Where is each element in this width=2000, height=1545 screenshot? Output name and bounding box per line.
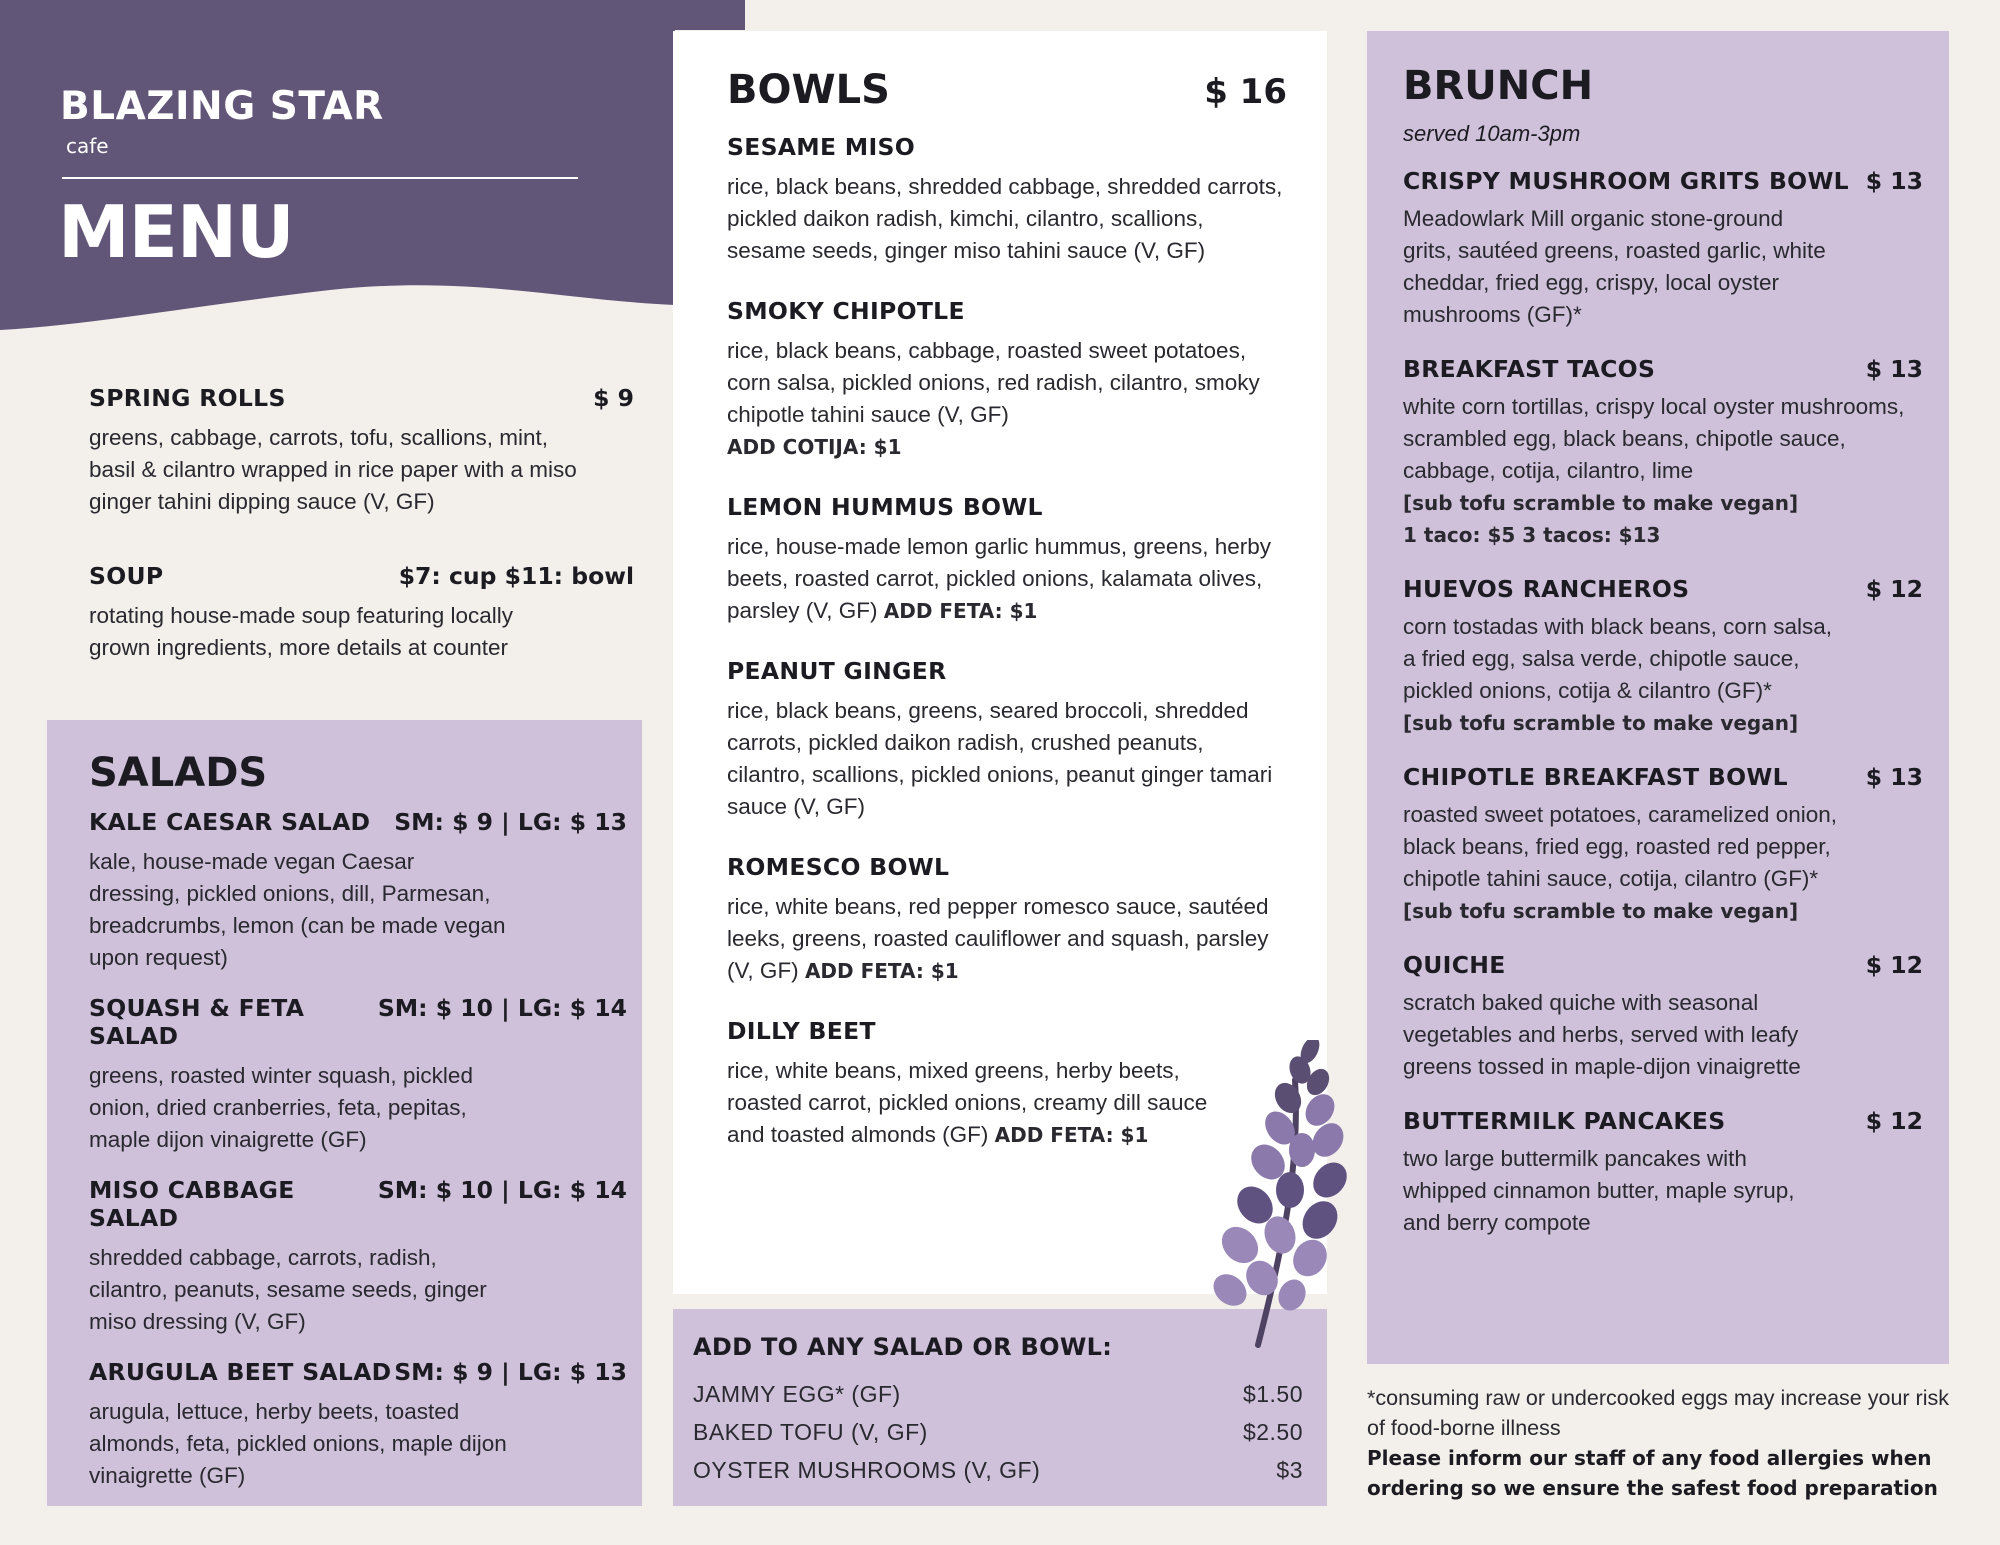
egg-disclaimer: *consuming raw or undercooked eggs may increase your risk of food-borne illness — [1367, 1386, 1949, 1440]
item-name: QUICHE — [1403, 951, 1506, 979]
menu-item-kale-caesar — [89, 808, 627, 974]
item-price: $ 12 — [1865, 575, 1923, 603]
vegan-note: [sub tofu scramble to make vegan] — [1403, 491, 1799, 515]
item-description — [1403, 611, 1833, 739]
item-name: BREAKFAST TACOS — [1403, 355, 1656, 383]
menu-item-smoky-chipotle — [727, 297, 1287, 463]
addon-row — [693, 1375, 1303, 1413]
item-description-text: white corn tortillas, crispy local oyster mushrooms, scrambled egg, black beans, chipotle sauce, cabbage, cotija, cilantro, lime — [1403, 394, 1905, 483]
menu-item-arugula-beet — [89, 1358, 627, 1492]
item-addon: ADD FETA: $1 — [804, 959, 959, 983]
menu-item-buttermilk-pancakes — [1403, 1107, 1923, 1239]
brand-subtitle: cafe — [66, 134, 109, 158]
item-description: kale, house-made vegan Caesar dressing, pickled onions, dill, Parmesan, breadcrumbs, lemon (can be made vegan upon request) — [89, 849, 506, 970]
page-title: MENU — [58, 190, 294, 274]
item-name: LEMON HUMMUS BOWL — [727, 493, 1043, 521]
vegan-note: [sub tofu scramble to make vegan] — [1403, 899, 1799, 923]
item-description — [1403, 799, 1843, 927]
item-price: $7: cup $11: bowl — [398, 562, 634, 590]
vegan-note: [sub tofu scramble to make vegan] — [1403, 711, 1799, 735]
item-name: MISO CABBAGE SALAD — [89, 1176, 295, 1232]
item-name: SPRING ROLLS — [89, 384, 286, 412]
item-description — [727, 335, 1287, 463]
item-description-text: rice, black beans, shredded cabbage, shredded carrots, pickled daikon radish, kimchi, cilantro, scallions, sesame seeds, ginger miso tahini sauce (V, GF) — [727, 174, 1283, 263]
item-description — [727, 171, 1287, 267]
menu-item-breakfast-tacos — [1403, 355, 1923, 551]
menu-item-chipotle-breakfast-bowl — [1403, 763, 1923, 927]
menu-item-quiche — [1403, 951, 1923, 1083]
item-description: greens, roasted winter squash, pickled onion, dried cranberries, feta, pepitas, maple dijon vinaigrette (GF) — [89, 1063, 473, 1152]
brand-name: BLAZING STAR — [60, 84, 384, 129]
item-price: $ 13 — [1865, 355, 1923, 383]
item-description-text: rice, black beans, cabbage, roasted sweet potatoes, corn salsa, pickled onions, red radish, cilantro, smoky chipotle tahini sauce (V, GF) — [727, 338, 1260, 427]
addon-price: $1.50 — [1242, 1381, 1303, 1407]
menu-item-squash-feta — [89, 994, 627, 1156]
item-price: $ 13 — [1865, 167, 1923, 195]
item-description — [727, 1055, 1227, 1151]
item-price: SM: $ 9 | LG: $ 13 — [394, 1358, 627, 1386]
addon-name: JAMMY EGG* (GF) — [693, 1381, 901, 1407]
item-addon: ADD FETA: $1 — [994, 1123, 1149, 1147]
addon-name: OYSTER MUSHROOMS (V, GF) — [693, 1457, 1041, 1483]
item-description — [727, 891, 1287, 987]
item-description — [727, 695, 1287, 823]
bowls-heading: BOWLS — [727, 67, 890, 113]
item-price: SM: $ 9 | LG: $ 13 — [394, 808, 627, 836]
menu-item-spring-rolls — [89, 384, 634, 518]
salads-section — [47, 720, 642, 1506]
item-description: two large buttermilk pancakes with whipped cinnamon butter, maple syrup, and berry compote — [1403, 1146, 1795, 1235]
menu-item-lemon-hummus — [727, 493, 1287, 627]
item-addon: ADD FETA: $1 — [883, 599, 1038, 623]
brunch-heading: BRUNCH — [1403, 63, 1594, 109]
item-price: SM: $ 10 | LG: $ 14 — [377, 994, 627, 1022]
item-price: SM: $ 10 | LG: $ 14 — [377, 1176, 627, 1204]
item-name: SESAME MISO — [727, 133, 916, 161]
item-price: $ 12 — [1865, 951, 1923, 979]
allergy-warning: Please inform our staff of any food allergies when ordering so we ensure the safest food preparation — [1367, 1446, 1938, 1500]
addons-title: ADD TO ANY SALAD OR BOWL: — [693, 1333, 1113, 1361]
item-price: $ 13 — [1865, 763, 1923, 791]
item-description: arugula, lettuce, herby beets, toasted almonds, feta, pickled onions, maple dijon vinaigrette (GF) — [89, 1399, 507, 1488]
item-name: SOUP — [89, 562, 164, 590]
starters-section — [89, 384, 634, 708]
item-price: $ 12 — [1865, 1107, 1923, 1135]
item-name: SQUASH & FETA SALAD — [89, 994, 305, 1050]
item-description: Meadowlark Mill organic stone-ground grits, sautéed greens, roasted garlic, white cheddar, fried egg, crispy, local oyster mushrooms (GF)* — [1403, 206, 1826, 327]
taco-pricing: 1 taco: $5 3 tacos: $13 — [1403, 523, 1661, 547]
header-background — [0, 0, 745, 335]
menu-item-romesco — [727, 853, 1287, 987]
item-description-text: roasted sweet potatoes, caramelized onion, black beans, fried egg, roasted red pepper, chipotle tahini sauce, cotija, cilantro (GF)* — [1403, 802, 1838, 891]
item-price: $ 9 — [593, 384, 634, 412]
menu-item-sesame-miso — [727, 133, 1287, 267]
item-description: rotating house-made soup featuring locally grown ingredients, more details at counter — [89, 603, 514, 660]
menu-item-mushroom-grits — [1403, 167, 1923, 331]
item-description-text: rice, black beans, greens, seared broccoli, shredded carrots, pickled daikon radish, crushed peanuts, cilantro, scallions, pickled onions, peanut ginger tamari sauce (V, GF) — [727, 698, 1273, 819]
addon-name: BAKED TOFU (V, GF) — [693, 1419, 928, 1445]
item-name: SMOKY CHIPOTLE — [727, 297, 965, 325]
footnote — [1367, 1383, 1967, 1503]
lupine-flower-illustration — [1200, 1040, 1380, 1360]
item-name: ARUGULA BEET SALAD — [89, 1358, 392, 1386]
item-description — [727, 531, 1287, 627]
item-description-text: rice, white beans, red pepper romesco sauce, sautéed leeks, greens, roasted cauliflower and squash, parsley (V, GF) — [727, 894, 1269, 983]
item-description — [1403, 391, 1923, 551]
item-description: scratch baked quiche with seasonal vegetables and herbs, served with leafy greens tossed in maple-dijon vinaigrette — [1403, 990, 1801, 1079]
menu-item-peanut-ginger — [727, 657, 1287, 823]
item-addon: ADD COTIJA: $1 — [727, 435, 902, 459]
item-name: KALE CAESAR SALAD — [89, 808, 371, 836]
brunch-hours: served 10am-3pm — [1403, 121, 1581, 146]
menu-item-soup — [89, 562, 634, 664]
item-name: DILLY BEET — [727, 1017, 876, 1045]
header-divider — [62, 177, 578, 179]
item-description-text: rice, white beans, mixed greens, herby beets, roasted carrot, pickled onions, creamy dill sauce and toasted almonds (GF) — [727, 1058, 1208, 1147]
addon-row — [693, 1413, 1303, 1451]
brunch-section — [1367, 31, 1949, 1364]
item-description: shredded cabbage, carrots, radish, cilantro, peanuts, sesame seeds, ginger miso dressing (V, GF) — [89, 1245, 487, 1334]
salads-heading: SALADS — [89, 750, 268, 796]
addon-price: $2.50 — [1242, 1419, 1303, 1445]
item-name: BUTTERMILK PANCAKES — [1403, 1107, 1726, 1135]
addon-price: $3 — [1276, 1457, 1303, 1483]
item-description-text: corn tostadas with black beans, corn salsa, a fried egg, salsa verde, chipotle sauce, pickled onions, cotija & cilantro (GF)* — [1403, 614, 1832, 703]
addon-row — [693, 1451, 1303, 1489]
item-name: CHIPOTLE BREAKFAST BOWL — [1403, 763, 1788, 791]
item-description-text: rice, house-made lemon garlic hummus, greens, herby beets, roasted carrot, pickled onions, kalamata olives, parsley (V, GF) — [727, 534, 1271, 623]
item-name: CRISPY MUSHROOM GRITS BOWL — [1403, 167, 1849, 195]
menu-item-miso-cabbage — [89, 1176, 627, 1338]
bowls-price: $ 16 — [1204, 72, 1287, 112]
item-name: HUEVOS RANCHEROS — [1403, 575, 1690, 603]
item-name: PEANUT GINGER — [727, 657, 947, 685]
item-description: greens, cabbage, carrots, tofu, scallions, mint, basil & cilantro wrapped in rice paper with a miso ginger tahini dipping sauce (V, GF) — [89, 425, 577, 514]
item-name: ROMESCO BOWL — [727, 853, 950, 881]
menu-item-huevos-rancheros — [1403, 575, 1923, 739]
